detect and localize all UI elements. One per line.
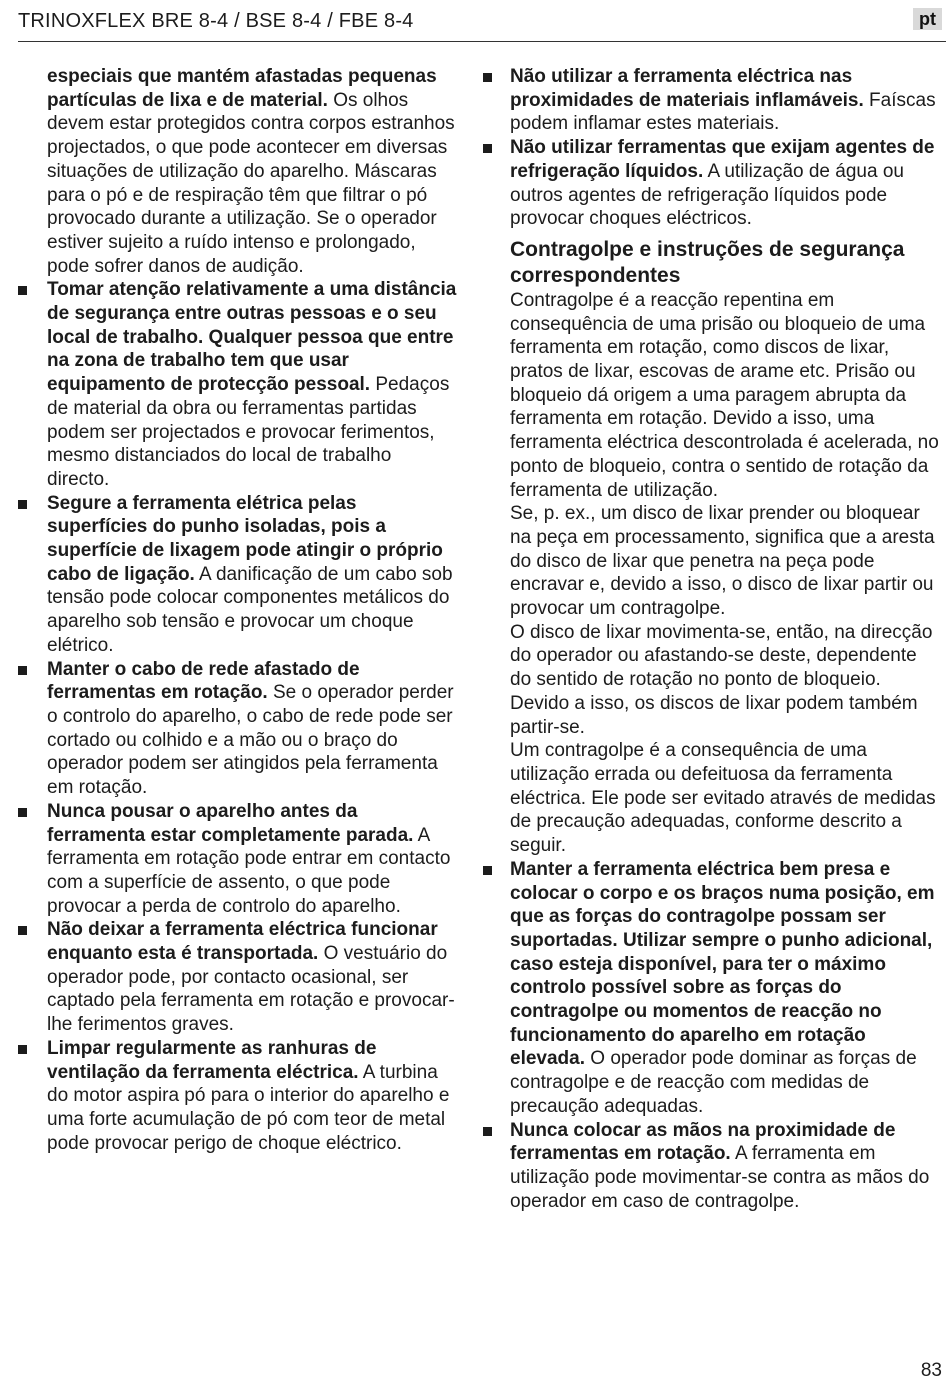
safety-item <box>47 918 457 1037</box>
page-header <box>18 10 944 42</box>
bullet-icon <box>18 808 27 817</box>
header-rule <box>18 41 946 42</box>
safety-item-text: A turbina do motor aspira pó para o interior do aparelho e uma forte acumulação de pó com teor de metal pode provocar perigo de choque eléctrico. <box>47 1061 450 1154</box>
safety-item-text: Pedaços de material da obra ou ferramentas partidas podem ser projectados e provocar ferimentos, mesmo distanciados do local de trabalho directo. <box>47 374 450 490</box>
safety-item-bold: Segure a ferramenta elétrica pelas superfícies do punho isoladas, pois a superfície de lixagem pode atingir o próprio cabo de ligação. <box>47 492 443 585</box>
safety-item <box>47 658 457 800</box>
bullet-icon <box>483 73 492 82</box>
safety-item <box>47 492 457 658</box>
bullet-icon <box>483 1127 492 1136</box>
section-heading: Contragolpe e instruções de segurança correspondentes <box>510 237 905 287</box>
safety-item <box>47 278 457 491</box>
safety-item-bold: Tomar atenção relativamente a uma distância de segurança entre outras pessoas e o seu local de trabalho. Qualquer pessoa que entre na zona de trabalho tem que usar equipamento de protecção pessoal. <box>47 279 457 396</box>
bullet-icon <box>483 144 492 153</box>
continued-text: Os olhos devem estar protegidos contra corpos estranhos projectados, o que pode acontecer em diversas situações de utilização do aparelho. Máscaras para o pó e de respiração têm que filtrar o pó provocado durante a utilização. Se o operador estiver sujeito a ruído intenso e prolongado, pode sofrer danos de audição. <box>47 89 455 277</box>
safety-item-bold: Nunca colocar as mãos na proximidade de ferramentas em rotação. <box>510 1119 896 1165</box>
safety-item-bold: Manter o cabo de rede afastado de ferramentas em rotação. <box>47 658 360 704</box>
right-column <box>510 65 942 1213</box>
safety-item-text: Faíscas podem inflamar estes materiais. <box>510 89 936 135</box>
page-number: 83 <box>920 1360 942 1381</box>
body-paragraph: Um contragolpe é a consequência de uma utilização errada ou defeituosa da ferramenta eléctrica. Ele pode ser evitado através de medidas de precaução adequadas, conforme descrito a seguir. <box>510 740 936 857</box>
bullet-icon <box>18 500 27 509</box>
language-badge: pt <box>913 8 942 30</box>
bullet-icon <box>18 1045 27 1054</box>
safety-item-bold: Nunca pousar o aparelho antes da ferramenta estar completamente parada. <box>47 800 414 846</box>
bullet-icon <box>18 666 27 675</box>
safety-item-bold: Limpar regularmente as ranhuras de ventilação da ferramenta eléctrica. <box>47 1037 377 1083</box>
safety-item <box>510 858 942 1119</box>
continued-bold: especiais que mantém afastadas pequenas partículas de lixa e de material. <box>47 66 437 111</box>
safety-item-text: O operador pode dominar as forças de contragolpe e de reacção com medidas de precaução adequadas. <box>510 1048 917 1117</box>
safety-item <box>510 1119 942 1214</box>
safety-item-text: A danificação de um cabo sob tensão pode colocar componentes metálicos do aparelho sob tensão e provocar um choque elétrico. <box>47 563 453 656</box>
safety-item-bold: Manter a ferramenta eléctrica bem presa e colocar o corpo e os braços numa posição, em que as forças do contragolpe possam ser suportadas. Utilizar sempre o punho adicional, caso esteja disponível, para ter o máximo controlo possível sobre as forças do contragolpe ou momentos de reacção no funcionamento do aparelho em rotação elevada. <box>510 858 935 1070</box>
safety-item <box>510 65 942 136</box>
body-paragraph: Se, p. ex., um disco de lixar prender ou bloquear na peça em processamento, significa que a aresta do disco de lixar que penetra na peça pode encravar e, devido a isso, o disco de lixar partir ou provocar um contragolpe. <box>510 503 935 620</box>
left-column <box>47 65 457 1155</box>
safety-item-text: A ferramenta em rotação pode entrar em contacto com a superfície de assento, o que pode provocar a perda de controlo do aparelho. <box>47 824 451 917</box>
safety-item-bold: Não utilizar a ferramenta eléctrica nas proximidades de materiais inflamáveis. <box>510 66 864 111</box>
safety-item-bold: Não utilizar ferramentas que exijam agentes de refrigeração líquidos. <box>510 137 935 182</box>
body-paragraph: Contragolpe é a reacção repentina em consequência de uma prisão ou bloqueio de uma ferramenta em rotação, como discos de lixar, pratos de lixar, escovas de arame etc. Prisão ou bloqueio dá origem a uma paragem abrupta da ferramenta em rotação. Devido a isso, uma ferramenta eléctrica descontrolada é acelerada, no ponto de bloqueio, contra o sentido de rotação da ferramenta de utilização. <box>510 289 939 501</box>
safety-item-bold: Não deixar a ferramenta eléctrica funcionar enquanto esta é transportada. <box>47 919 438 965</box>
body-paragraph: O disco de lixar movimenta-se, então, na direcção do operador ou afastando-se deste, dependente do sentido de rotação no ponto de bloqueio. Devido a isso, os discos de lixar podem também partir-se. <box>510 621 933 738</box>
document-title: TRINOXFLEX BRE 8-4 / BSE 8-4 / FBE 8-4 <box>18 10 414 32</box>
bullet-icon <box>483 866 492 875</box>
bullet-icon <box>18 286 27 295</box>
safety-item-text: O vestuário do operador pode, por contacto ocasional, ser captado pela ferramenta em rotação e provocar-lhe ferimentos graves. <box>47 943 455 1036</box>
bullet-icon <box>18 926 27 935</box>
safety-item <box>47 800 457 919</box>
safety-item-text: A utilização de água ou outros agentes de refrigeração líquidos pode provocar choques eléctricos. <box>510 160 904 230</box>
safety-item <box>47 1037 457 1156</box>
safety-item <box>510 136 942 231</box>
safety-item-text: A ferramenta em utilização pode movimentar-se contra as mãos do operador em caso de contragolpe. <box>510 1143 930 1212</box>
safety-item-text: Se o operador perder o controlo do aparelho, o cabo de rede pode ser cortado ou colhido e a mão ou o braço do operador podem ser atingidos pela ferramenta em rotação. <box>47 682 454 799</box>
continued-paragraph <box>47 65 457 278</box>
